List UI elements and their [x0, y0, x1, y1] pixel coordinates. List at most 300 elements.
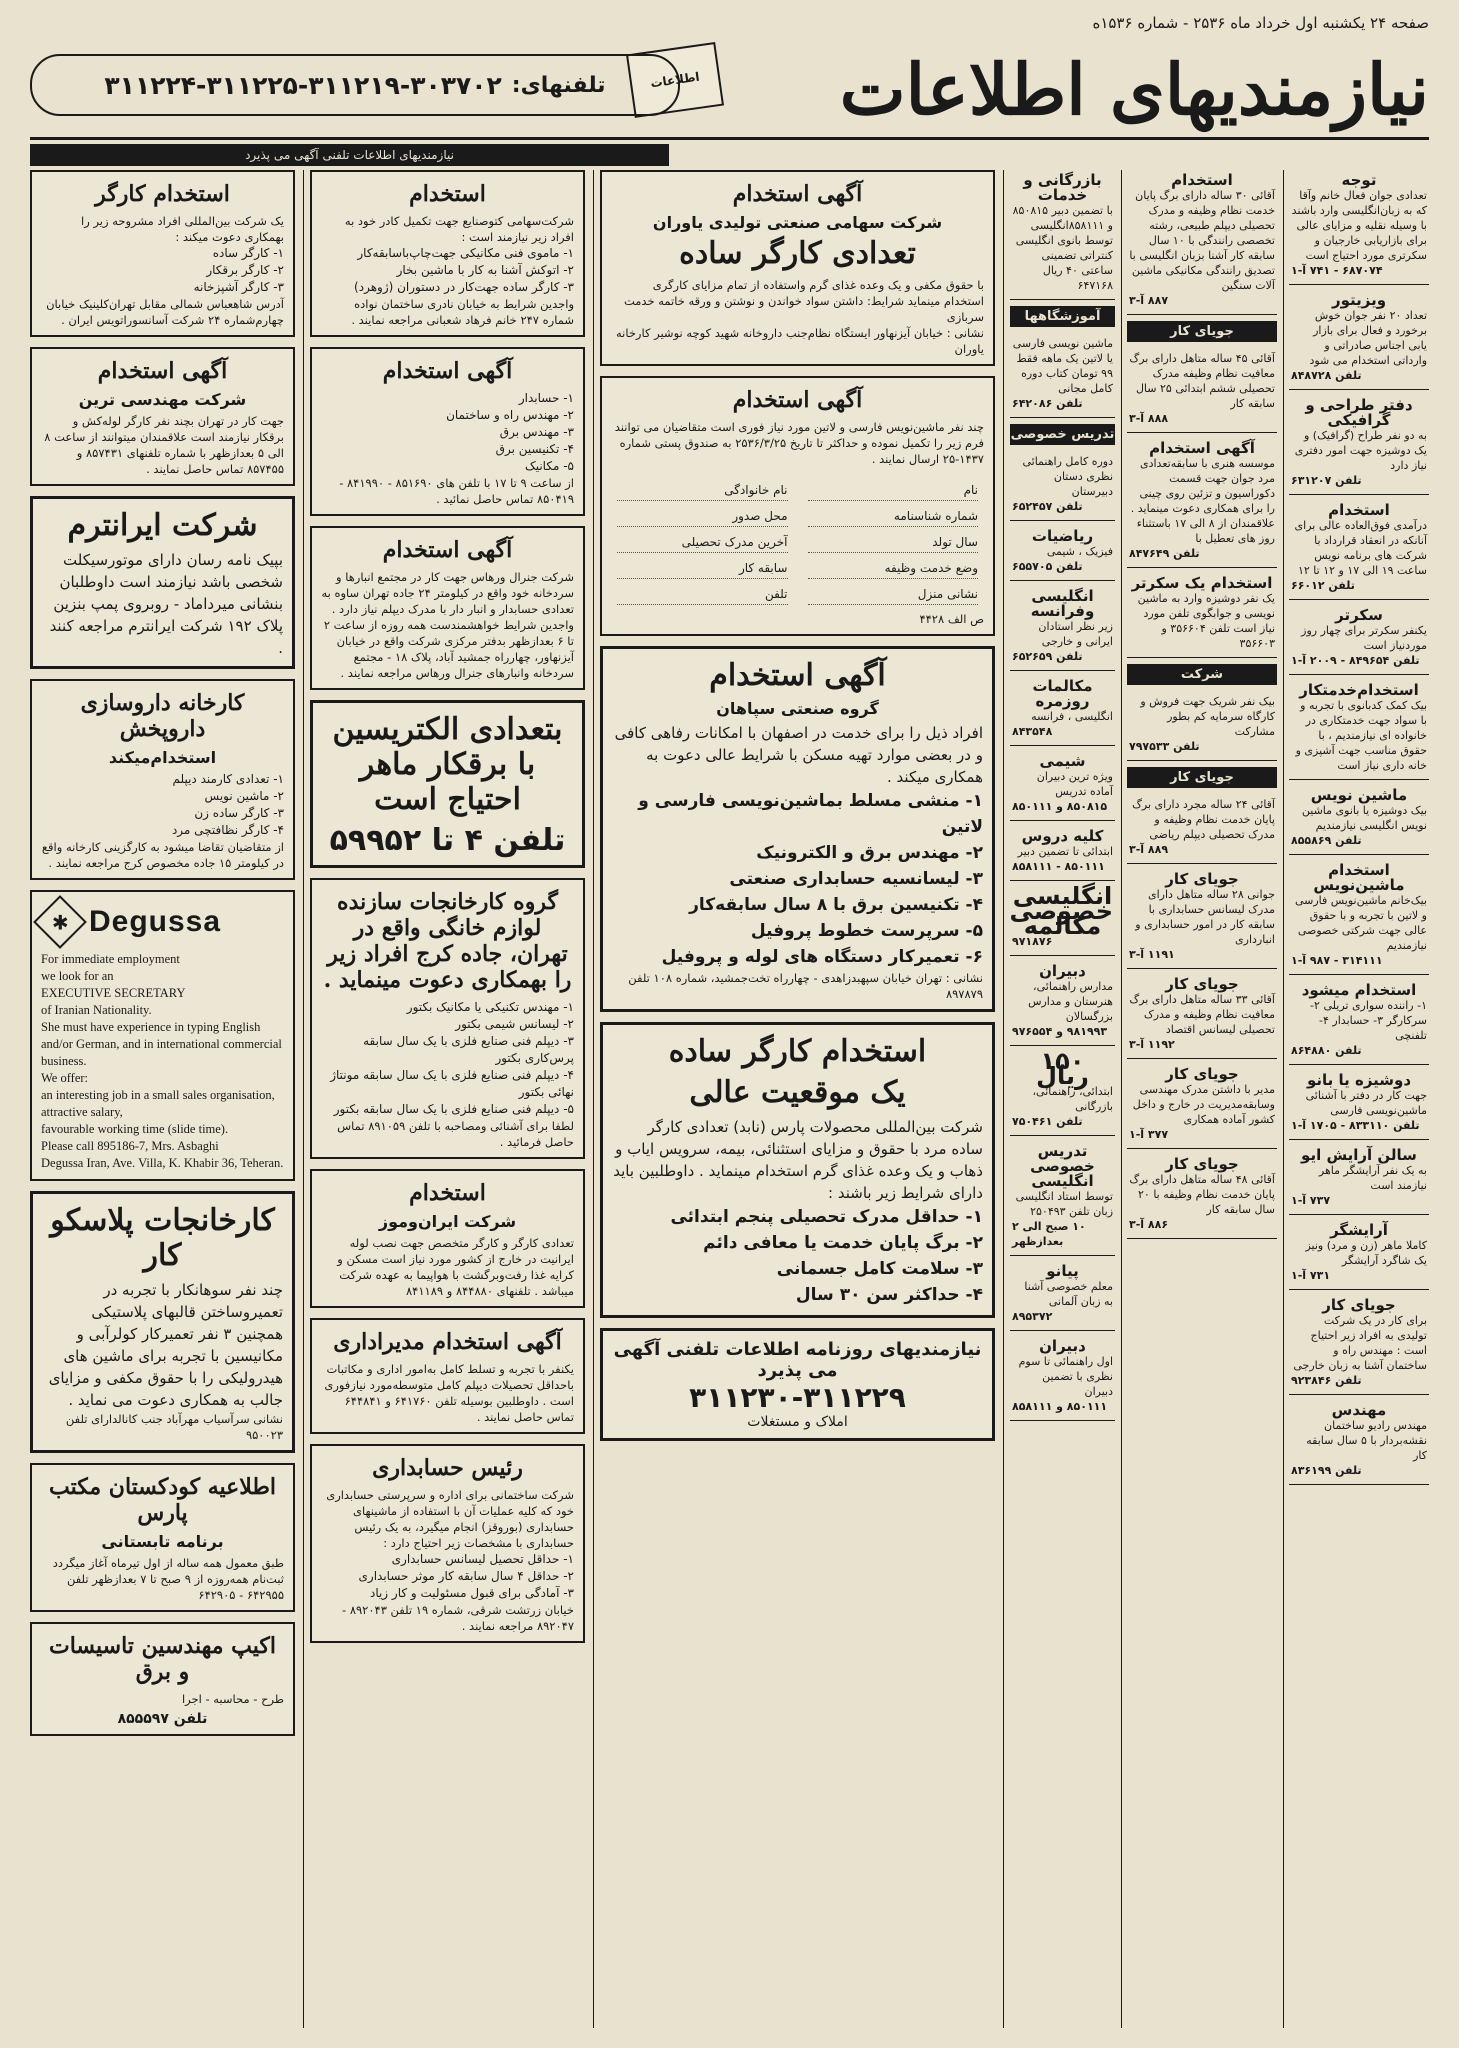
ad-title: رئیس حسابداری	[372, 1455, 523, 1481]
classified-item	[1289, 1295, 1429, 1395]
band-line-1: نیازمندیهای روزنامه اطلاعات تلفنی آگهی می پذیرد	[613, 1339, 982, 1381]
ad-list	[321, 390, 574, 475]
item-title: بازرگانی و خدمات	[1023, 171, 1102, 204]
item-phone: ۸۸۹ آ-۳	[1129, 843, 1169, 856]
item-body: ۱- راننده سواری تریلی ۲- سرکارگر ۳- حسابدار ۴- تلفنچی	[1310, 999, 1427, 1042]
degussa-logo	[41, 903, 284, 941]
form-field: محل صدور	[617, 509, 788, 527]
ad-list	[321, 245, 574, 296]
item-body: مدیر با داشتن مدرک مهندسی وسابقه‌مدیریت در خارج و داخل کشور آماده همکاری	[1132, 1083, 1275, 1126]
masthead-title: نیازمندیهای اطلاعات	[839, 48, 1429, 131]
item-title: جویای کار	[1322, 1296, 1396, 1314]
classified-item	[1127, 1064, 1277, 1149]
item-body: بیک نفر شریک جهت فروش و کارگاه سرمایه کم بطور مشارکت	[1140, 695, 1275, 738]
form-field: سابقه کار	[617, 561, 788, 579]
band-phones: ۳۱۱۲۳۰-۳۱۱۲۲۹	[689, 1381, 906, 1414]
item-body: مهندس رادیو ساختمان نقشه‌بردار با ۵ سال سابقه کار	[1306, 1419, 1427, 1462]
item-title: ویزیتور	[1331, 291, 1387, 309]
ad-body: بپیک نامه رسان دارای موتورسیکلت شخصی باشد نیازمند است داوطلبان بنشانی میرداماد - روبروی پمپ بنزین پلاک ۱۹۲ شرکت ایرانترم مراجعه کنند .	[49, 551, 283, 657]
ad-box	[30, 1622, 295, 1736]
list-item: ۱- حداقل مدرک تحصیلی پنجم ابتدائی	[670, 1207, 983, 1227]
classified-item	[1010, 586, 1115, 671]
item-title: استخدام	[1328, 501, 1390, 519]
item-title: استخدام میشود	[1301, 981, 1417, 999]
classified-item	[1010, 882, 1115, 956]
item-title: تدریس خصوصی انگلیسی	[1030, 1142, 1095, 1190]
ad-heading: تعدادی کارگر ساده	[679, 236, 916, 271]
list-item: ۵- سرپرست خطوط پروفیل	[750, 921, 983, 941]
item-body: به دو نفر طراح (گرافیک) و یک دوشیزه جهت امور دفتری نیاز دارد	[1294, 429, 1427, 472]
item-body: بیک کمک کدبانوی با تجربه و با سواد جهت خدمتکاری در خانواده ای نیازمندیم ، با حقوق مناسب جهت آشپزی و خانه داری نیاز است	[1295, 699, 1427, 772]
item-body: آقائی ۳۳ ساله متاهل دارای برگ معافیت نظام وظیفه و مدرک تحصیلی لیسانس اقتصاد	[1129, 993, 1275, 1036]
ad-box	[310, 347, 585, 516]
ad-list	[41, 771, 284, 839]
ad-box	[310, 1318, 585, 1434]
ad-footer: خیابان زرتشت شرقی، شماره ۱۹ تلفن ۸۹۲۰۴۳ - ۸۹۲۰۴۷ مراجعه نمایند .	[342, 1603, 574, 1633]
english-line: Please call 895186-7, Mrs. Asbaghi	[41, 1139, 219, 1153]
form-field: تلفن	[617, 587, 788, 605]
ad-footer: از متقاضیان تقاضا میشود به کارگزینی کارخانه واقع در کیلومتر ۱۵ جاده مخصوص کرج مراجعه نمایند .	[41, 840, 284, 870]
ad-footer: نشانی سرآسیاب مهرآباد جنب کانالدارای تلفن ۹۵۰۰۲۳	[65, 1412, 283, 1442]
ad-body: جهت کار در تهران بچند نفر کارگر لوله‌کش و برقکار نیازمند است علاقمندان میتوانند از ساعت ۸ الی ۵ بعدازظهر با شماره تلفنهای ۸۵۷۴۳۱ و ۸۵۷۴۵۵ تماس حاصل نمایند .	[44, 414, 284, 476]
ad-subtitle: شرکت سهامی صنعتی تولیدی یاوران	[652, 213, 943, 232]
english-line: favourable working time (slide time).	[41, 1122, 229, 1136]
item-phone: ۸۵۰۱۱۱ - ۸۵۸۱۱۱	[1012, 860, 1105, 873]
column-3	[600, 170, 995, 2028]
item-phone: ۳۷۷ آ-۱	[1129, 1128, 1169, 1141]
ad-box	[30, 1191, 295, 1453]
list-item: ۱- ماموی فنی مکانیکی جهت‌چاپ‌باسابقه‌کار	[357, 246, 574, 260]
classified-item	[1127, 438, 1277, 568]
ad-box	[600, 170, 995, 366]
form-field: شماره شناسنامه	[808, 509, 979, 527]
section-header: تدریس خصوصی	[1010, 424, 1115, 445]
list-item: ۴- کارگر نظافتچی مرد	[171, 823, 284, 837]
classified-item	[1127, 573, 1277, 658]
item-phone: ۷۳۷ آ-۱	[1291, 1194, 1331, 1207]
classified-item	[1010, 826, 1115, 881]
item-title: آرایشگر	[1330, 1221, 1388, 1239]
ad-box	[30, 890, 295, 1181]
ad-body: با حقوق مکفی و یک وعده غذای گرم واستفاده از تمام مزایای کارگری استخدام مینماید شرایط: داشتن سواد خواندن و نوشتن و ورقه خاتمه خدمت سربازی	[623, 278, 984, 324]
item-body: با تضمین دبیر ۸۵۰۸۱۵ و ۸۵۸۱۱۱	[1012, 204, 1113, 232]
list-item: ۱- حداقل تحصیل لیسانس حسابداری	[391, 1552, 574, 1566]
list-item: ۳- مهندس برق	[499, 425, 574, 439]
ad-title: استخدام کارگر	[95, 181, 230, 207]
form-field: آخرین مدرک تحصیلی	[617, 535, 788, 553]
classified-item	[1010, 1261, 1115, 1331]
ad-title: گروه کارخانجات سازنده لوازم خانگی واقع در تهران، جاده کرج افراد زیر را بهمکاری دعوت مینماید .	[323, 889, 572, 993]
classified-item	[1289, 785, 1429, 855]
classified-item	[1010, 676, 1115, 746]
item-title: سالن آرایش ایو	[1301, 1146, 1417, 1164]
column-4	[1010, 170, 1115, 2028]
list-item: ۳- لیسانسیه حسابداری صنعتی	[729, 869, 983, 889]
item-body: ماشین نویسی فارسی یا لاتین یک ماهه فقط ۹۹ تومان کتاب دوره کامل مجانی	[1012, 337, 1113, 395]
english-line: We offer:	[41, 1071, 89, 1085]
item-phone: تلفن ۶۳۱۲۰۷	[1291, 474, 1362, 487]
classified-item	[1010, 526, 1115, 581]
item-title: دبیران	[1039, 1337, 1086, 1355]
item-body: زیر نظر استادان ایرانی و خارجی	[1038, 620, 1113, 648]
ad-box	[600, 1022, 995, 1318]
section-header: آموزشگاهها	[1010, 306, 1115, 327]
ad-body: یکنفر با تجربه و تسلط کامل به‌امور اداری و مکاتبات با‌حداقل تحصیلات دیپلم کامل متوسطه‌مورد نیازفوری است . داوطلبین بوسیله تلفن ۶۴۱۷۶۰ و ۶۴۴۸۴۱ تماس حاصل نمایند .	[324, 1362, 574, 1424]
ad-subtitle: شرکت مهندسی ترین	[78, 390, 247, 409]
ad-subtitle: برنامه تابستانی	[101, 1532, 224, 1551]
ad-footer: آدرس شاهعباس شمالی مقابل تهران‌کلینیک خیابان چهارم‌شماره ۲۴ شرکت آسانسوراتویس ایران .	[46, 297, 284, 327]
item-phone: تلفن ۹۲۳۸۴۶	[1291, 1374, 1362, 1387]
item-phone: ۱۱۹۲ آ-۳	[1129, 1038, 1175, 1051]
item-phone: تلفن ۶۵۲۴۵۷	[1012, 500, 1083, 513]
item-phone: تلفن ۸۴۸۷۲۸	[1291, 369, 1362, 382]
form-field: نشانی منزل	[808, 587, 979, 605]
item-body: یک نفر دوشیزه وارد به ماشین نویسی و جوابگوی تلفن مورد نیاز است تلفن ۳۵۶۶۰۴ و ۳۵۶۶۰۳	[1137, 592, 1275, 650]
ad-box	[600, 646, 995, 1012]
item-title: استخدام	[1171, 171, 1233, 189]
form-field: سال تولد	[808, 535, 979, 553]
item-phone: تلفن ۸۴۹۶۵۴ - ۲۰۰۹ آ-۱	[1291, 654, 1420, 667]
classified-item	[1289, 1400, 1429, 1485]
ad-box	[30, 170, 295, 337]
list-item: ۲- برگ پایان خدمت یا معافی دائم	[703, 1233, 983, 1253]
list-item: ۱- حسابدار	[518, 391, 574, 405]
ad-title: کارخانجات پلاسکو کار	[50, 1203, 275, 1273]
classified-item	[1127, 869, 1277, 969]
english-line: EXECUTIVE SECRETARY	[41, 986, 186, 1000]
item-phone: تلفن ۶۵۲۶۵۹	[1012, 650, 1083, 663]
item-title: جویای کار	[1165, 1065, 1239, 1083]
classified-item	[1010, 961, 1115, 1046]
list-item: ۱- منشی مسلط بماشین‌نویسی فارسی و لاتین	[638, 791, 983, 837]
item-title: آگهی استخدام	[1149, 439, 1255, 457]
ad-body: شرکت جنرال ورهاس جهت کار در مجتمع انبارها و سردخانه خود واقع در کیلومتر ۲۴ جاده تهران ساوه به تعدادی حسابدار و انبار دار با مدرک دیپلم نیاز دارد . واجدین شرایط خواهشمندست همه روزه از ساعت ۲ تا ۶ بعدازظهر بدفتر مرکزی شرکت واقع در خیابان آیزنهاور، چهارراه جمشید آباد، پلاک ۱۸ - مجتمع سردخانه وانبارهای جنرال ورهاس مراجعه نمایند .	[321, 570, 574, 680]
brand-name: Degussa	[89, 905, 222, 938]
item-title: انگلیسی وفرانسه	[1030, 587, 1095, 620]
ad-heading: یک موقعیت عالی	[689, 1075, 906, 1110]
item-title: ریاضیات	[1031, 527, 1094, 545]
item-title: مکالمات روزمره	[1032, 677, 1093, 710]
item-title: استخدام‌خدمتکار	[1299, 681, 1419, 699]
item-phone: ۸۸۸ آ-۳	[1129, 412, 1169, 425]
application-form	[611, 477, 984, 611]
english-line: we look for an	[41, 969, 114, 983]
item-phone: ۱۰ صبح الی ۲ بعدازظهر	[1012, 1220, 1086, 1248]
item-body: آقائی ۲۴ ساله مجرد دارای برگ پایان خدمت نظام وظیفه و مدرک تحصیلی دیپلم ریاضی	[1132, 798, 1275, 841]
ad-title: اطلاعیه کودکستان مکتب پارس	[48, 1474, 277, 1526]
ad-box	[30, 679, 295, 880]
classified-item	[1289, 170, 1429, 285]
list-item: ۱- کارگر ساده	[212, 246, 284, 260]
ad-footer: از ساعت ۹ تا ۱۷ با تلفن های ۸۵۱۶۹۰ - ۸۴۱۹۹۰ - ۸۵۰۴۱۹ تماس حاصل نمائید .	[339, 476, 574, 506]
column-2	[310, 170, 585, 2028]
form-field: وضع خدمت وظیفه	[808, 561, 979, 579]
list-item: ۴- حداکثر سن ۳۰ سال	[795, 1285, 983, 1305]
item-body: آقائی ۴۵ ساله متاهل دارای برگ معافیت نظام وظیفه مدرک تحصیلی ششم ابتدائی ۲۵ سال سابقه کار	[1129, 352, 1275, 410]
ad-subtitle: استخدام‌میکند	[108, 748, 217, 767]
ad-body: طرح - محاسبه - اجرا	[181, 1692, 284, 1706]
ad-title: آگهی استخدام	[732, 387, 863, 413]
ad-title: آگهی استخدام	[97, 358, 228, 384]
masthead-subtitle: نیازمندیهای اطلاعات تلفنی آگهی می پذیرد	[30, 144, 669, 166]
list-item: ۲- اتوکش آشنا به کار با ماشین بخار	[396, 263, 574, 277]
section-header: جویای کار	[1127, 767, 1277, 788]
classified-item	[1127, 794, 1277, 864]
column-1	[30, 170, 295, 2028]
item-phone: ۳۱۴۱۱۱ - ۹۸۷ آ-۱	[1291, 954, 1383, 967]
classified-item	[1289, 860, 1429, 975]
list-item: ۲- مهندس برق و الکترونیک	[756, 843, 983, 863]
item-phone: تلفن ۸۶۴۸۸۰	[1291, 1044, 1362, 1057]
item-body: جوانی ۲۸ ساله متاهل دارای مدرک لیسانس حسابداری با سابقه کار در امور حسابداری و انبارداری	[1135, 888, 1275, 946]
item-title: دفتر طراحی و گرافیکی	[1305, 396, 1413, 429]
list-item: ۳- آمادگی برای قبول مسئولیت و کار زیاد	[369, 1586, 574, 1600]
ad-box	[310, 1169, 585, 1308]
ad-list	[321, 999, 574, 1118]
ad-body: افراد ذیل را برای خدمت در اصفهان با امکانات رفاهی کافی و در بعضی موارد تهیه مسکن با شرایط عالی دعوت به همکاری میکند .	[614, 724, 983, 786]
classified-item	[1127, 170, 1277, 315]
classified-item	[1289, 605, 1429, 675]
form-field: نام	[808, 483, 979, 501]
item-phone: ۸۸۷ آ-۳	[1129, 294, 1169, 307]
item-title: توجه	[1341, 171, 1377, 189]
item-title: کلیه دروس	[1021, 827, 1104, 845]
ad-title: آگهی استخدام	[382, 358, 513, 384]
item-phone: ۹۸۱۹۹۳ و ۹۷۶۵۵۴	[1012, 1025, 1108, 1038]
ad-title: آگهی استخدام	[732, 181, 863, 207]
classified-item	[1010, 333, 1115, 418]
ad-body: شرکت ساختمانی برای اداره و سرپرستی حسابداری خود که کلیه عملیات آن با استفاده از ماشینهای حسابداری (بوروقز) انجام میگیرد، به یک رئیس حسابداری با مشخصات زیر احتیاج دارد :	[326, 1488, 574, 1550]
column-6	[1289, 170, 1429, 2028]
list-item: ۵- دیپلم فنی صنایع فلزی با یک سال سابقه بکتور	[333, 1102, 574, 1116]
item-title: جویای کار	[1165, 1155, 1239, 1173]
classified-item	[1289, 980, 1429, 1065]
ad-body: چند نفر سوهانکار با تجربه در تعمیروساختن قالبهای پلاستیکی همچنین ۳ نفر تعمیرکار کولرآبی و مکانیسین با تجربه برای ماشین های هیدرولیکی را با حقوق مکفی و مزایای جالب به همکاری دعوت می نماید .	[48, 1281, 283, 1409]
item-sub: انگلیسی توسط بانوی انگلیسی کنتراتی تضمینی ساعتی ۴۰ ریال ۶۴۷۱۶۸	[1015, 219, 1113, 292]
band-line-3: املاک و مستغلات	[747, 1414, 848, 1430]
classified-item	[1127, 691, 1277, 761]
english-line: of Iranian Nationality.	[41, 1003, 152, 1017]
ad-box	[30, 1463, 295, 1612]
item-body: توسط استاد انگلیسی زبان تلفن ۲۵۰۴۹۳	[1015, 1190, 1113, 1218]
section-header: جویای کار	[1127, 321, 1277, 342]
masthead-phone-box	[30, 54, 680, 116]
list-item: ۱- مهندس تکنیکی یا مکانیک بکتور	[406, 1000, 574, 1014]
item-body: ابتدائی تا تضمین دبیر	[1017, 845, 1113, 858]
classified-item	[1289, 395, 1429, 495]
ad-box	[600, 376, 995, 636]
ad-box	[30, 347, 295, 486]
item-phone: تلفن ۷۵۰۴۶۱	[1012, 1115, 1083, 1128]
column-5	[1127, 170, 1277, 2028]
classified-item	[1010, 1336, 1115, 1421]
item-body: بیک دوشیزه یا بانوی ماشین نویس انگلیسی نیازمندیم	[1301, 804, 1427, 832]
classified-item	[1010, 1047, 1115, 1136]
ad-phone: تلفن ۸۵۵۵۹۷	[117, 1711, 208, 1727]
item-phone: ۸۵۰۱۱۱ و ۸۵۸۱۱۱	[1012, 1400, 1108, 1413]
item-body: اول راهنمائی تا سوم نظری با تضمین دبیران	[1018, 1355, 1113, 1398]
ad-phone: تلفن ۴ تا ۵۹۹۵۲	[329, 823, 566, 858]
item-title: استخدام یک سکرتر	[1131, 574, 1273, 592]
classified-item	[1010, 751, 1115, 821]
english-line: For immediate employment	[41, 952, 180, 966]
english-line: She must have experience in typing English	[41, 1020, 261, 1034]
item-phone: تلفن ۸۳۳۱۱۰ - ۱۷۰۵ آ-۱	[1291, 1119, 1420, 1132]
list-item: ۳- کارگر ساده زن	[194, 806, 284, 820]
item-phone: تلفن ۶۴۲۰۸۶	[1012, 397, 1083, 410]
ad-body: یک شرکت بین‌المللی افراد مشروحه زیر را بهمکاری دعوت میکند :	[81, 214, 284, 244]
item-body: درآمدی فوق‌العاده عالی برای آنانکه در انعقاد قرارداد با شرکت های برنامه نویس ساعت ۱۹ الی ۱۷ و ۱۲ تا ۱۲	[1294, 519, 1427, 577]
section-header: شرکت	[1127, 664, 1277, 685]
item-phone: ۱۱۹۱ آ-۳	[1129, 948, 1175, 961]
item-title: استخدام ماشین‌نویس	[1313, 861, 1405, 894]
item-phone: تلفن ۶۶۰۱۲	[1291, 579, 1355, 592]
item-title: مهندس	[1331, 1401, 1387, 1419]
list-item: ۳- سلامت کامل جسمانی	[776, 1259, 983, 1279]
english-line: and/or German, and in international commercial business.	[41, 1037, 282, 1068]
list-item: ۴- دیپلم فنی صنایع فلزی با یک سال سابقه مونتاژ نهائی بکتور	[330, 1068, 574, 1099]
item-title: دبیران	[1039, 962, 1086, 980]
item-body: بیک‌خانم ماشین‌نویس فارسی و لاتین با تجربه و با حقوق عالی جهت شرکتی خصوصی نیازمندیم	[1294, 894, 1427, 952]
classified-item	[1289, 680, 1429, 780]
classified-item	[1127, 1154, 1277, 1239]
item-title: شیمی	[1039, 752, 1086, 770]
diamond-icon: ✱	[51, 909, 69, 934]
item-body: جهت کار در دفتر با آشنائی ماشین‌نویسی فارسی	[1305, 1089, 1427, 1117]
ad-title: استخدام کارگر ساده	[668, 1034, 927, 1069]
item-title: ماشین نویس	[1310, 786, 1408, 804]
phone-label: تلفنهای:	[511, 72, 606, 98]
item-phone: ۸۴۳۵۴۸	[1012, 725, 1053, 738]
ad-title: بتعدادی الکتریسین با برقکار ماهر احتیاج است	[332, 712, 563, 817]
english-line: Degussa Iran, Ave. Villa, K. Khabir 36, Teheran.	[41, 1156, 284, 1170]
list-item: ۴- تکنیسین برق با ۸ سال سابقه‌کار	[689, 895, 983, 915]
item-phone: تلفن ۸۴۷۶۴۹	[1129, 547, 1200, 560]
ad-footer: نشانی : خیابان آیزنهاور ایستگاه نظام‌جنب داروخانه شهید کوچه نوشیر کارخانه یاوران	[615, 326, 984, 356]
list-item: ۳- کارگر ساده جهت‌کار در دستوران (ژوهرد)	[354, 280, 574, 294]
item-phone: تلفن ۷۹۷۵۳۳	[1129, 740, 1200, 753]
masthead	[30, 40, 1429, 140]
list-item: ۴- تکنیسین برق	[495, 442, 574, 456]
ad-body: تعدادی کارگر و کارگر متخصص جهت نصب لوله ایرانیت در خارج از کشور مورد نیاز است مسکن و کرایه غذا رفت‌وبرگشت با هواپیما به عهده شرکت میباشد . تلفنهای ۸۴۴۸۸۰ و ۸۴۱۱۸۹	[337, 1236, 574, 1298]
classified-item	[1010, 170, 1115, 300]
ad-list	[41, 245, 284, 296]
item-body: آقائی ۴۸ ساله متاهل دارای برگ پایان خدمت نظام وظیفه با ۲۰ سال سابقه کار	[1129, 1173, 1275, 1216]
item-title: دوشیزه یا بانو	[1306, 1071, 1412, 1089]
classified-item	[1289, 1145, 1429, 1215]
item-body: برای کار در یک شرکت تولیدی به افراد زیر احتیاج است : مهندس راه و ساختمان آشنا به زبان خارجی	[1293, 1314, 1427, 1372]
list-item: ۲- حداقل ۴ سال سابقه کار موثر حسابداری	[358, 1569, 574, 1583]
item-phone: ۹۷۱۸۷۶	[1012, 935, 1053, 948]
item-phone: تلفن ۸۵۵۸۶۹	[1291, 834, 1362, 847]
item-body: کاملا ماهر (زن و مرد) ونیز یک شاگرد آرایشگر	[1305, 1239, 1427, 1267]
classified-item	[1289, 1070, 1429, 1140]
item-body: انگلیسی ، فرانسه	[1031, 710, 1113, 723]
item-title: سکرتر	[1335, 606, 1383, 624]
item-phone: ۷۳۱ آ-۱	[1291, 1269, 1331, 1282]
classified-item	[1010, 1141, 1115, 1256]
item-title: پیانو	[1046, 1262, 1079, 1280]
ad-title: آگهی استخدام مدیراداری	[333, 1329, 562, 1355]
item-body: موسسه هنری با سابقه‌تعدادی مرد جوان جهت قسمت دکوراسیون و تزئین روی چینی را برای همکاری دعوت مینماید . علاقمندان از ۸ الی ۱۷ باستثناء روز های تعطیل با	[1130, 457, 1275, 545]
ad-box	[310, 700, 585, 868]
ad-body: چند نفر ماشین‌نویس فارسی و لاتین مورد نیاز فوری است متقاضیان می توانند فرم زیر را تکمیل نموده و حداکثر تا تاریخ ۲۵۳۶/۳/۲۵ به صندوق پستی شماره ۱۴۳۷-۲۵ ارسال نمایند .	[614, 420, 984, 466]
list-item: ۲- ماشین نویس	[204, 789, 284, 803]
ad-ref: ص الف ۴۴۲۸	[919, 612, 984, 626]
classified-item	[1289, 1220, 1429, 1290]
classified-item	[1289, 500, 1429, 600]
ad-list	[612, 1204, 983, 1308]
item-title: جویای کار	[1165, 975, 1239, 993]
item-phone: تلفن ۸۳۶۱۹۹	[1291, 1464, 1362, 1477]
ad-subtitle: شرکت ایران‌وموز	[378, 1212, 517, 1231]
ad-box	[600, 1328, 995, 1441]
ad-title: شرکت ایرانترم	[67, 508, 258, 543]
ad-body: شرکت‌سهامی کتوصنایع جهت تکمیل کادر خود به افراد زیر نیازمند است :	[344, 214, 574, 244]
ad-title: آگهی استخدام	[709, 658, 886, 693]
ad-footer: نشانی : تهران خیابان سپهبدزاهدی - چهارراه تخت‌جمشید، شماره ۱۰۸ تلفن ۸۹۷۸۷۹	[628, 971, 983, 1001]
item-title: انگلیسی خصوصی مکالمه	[1010, 882, 1113, 940]
newspaper-logo: اطلاعات	[626, 42, 724, 118]
english-line: attractive salary,	[41, 1105, 123, 1119]
item-title: ۱۵۰ ریال	[1036, 1047, 1089, 1090]
item-title: جویای کار	[1165, 870, 1239, 888]
ad-box	[310, 1444, 585, 1643]
ad-box	[310, 526, 585, 690]
item-body: مدارس راهنمائی، هنرستان و مدارس بزرگسالان	[1028, 980, 1113, 1023]
item-body: ابتدائی، راهنمائی، بازرگانی	[1032, 1085, 1113, 1113]
item-phone: ۸۵۰۸۱۵ و ۸۵۰۱۱۱	[1012, 800, 1108, 813]
item-body: آقائی ۳۰ ساله دارای برگ پایان خدمت نظام وظیفه و مدرک تحصیلی دیپلم طبیعی، رشته تخصصی رانندگی با ۱۰ سال سابقه کار آشنا بزبان انگلیسی با تصدیق رانندگی مکانیکی ماشین آلات سنگین	[1129, 189, 1275, 292]
ad-footer: واجدین شرایط به خیابان نادری ساختمان‌ نواده شماره ۲۴۷ خانم فرهاد شعبانی مراجعه نمایند .	[351, 297, 574, 327]
item-body: ویژه ترین دبیران آماده تدریس	[1036, 770, 1113, 798]
ad-footer: لطفا برای آشنائی ومصاحبه با تلفن ۸۹۱۰۵۹ تماس حاصل فرمائید .	[337, 1119, 574, 1149]
list-item: ۳- کارگر آشپزخانه	[193, 280, 284, 294]
list-item: ۶- تعمیرکار دستگاه های لوله و پروفیل	[661, 947, 983, 967]
item-phone: تلفن ۶۵۵۷۰۵	[1012, 560, 1083, 573]
degussa-mark-icon	[33, 895, 87, 949]
item-phone: ۸۹۵۳۷۲	[1012, 1310, 1053, 1323]
ad-title: آگهی استخدام	[382, 537, 513, 563]
ad-title: اکیپ مهندسین تاسیسات و برق	[48, 1633, 276, 1685]
english-line: an interesting job in a small sales organisation,	[41, 1088, 275, 1102]
classified-item	[1010, 451, 1115, 521]
ad-box	[310, 170, 585, 337]
ad-title: استخدام	[409, 1180, 486, 1206]
list-item: ۳- دیپلم فنی صنایع فلزی با یک سال سابقه پرس‌کاری بکتور	[363, 1034, 574, 1065]
item-phone: ۸۸۶ آ-۳	[1129, 1218, 1169, 1231]
list-item: ۵- مکانیک	[524, 459, 574, 473]
ad-box	[310, 878, 585, 1159]
item-body: دوره کامل راهنمائی نظری دستان دبیرستان	[1022, 455, 1113, 498]
ad-body: شرکت بین‌المللی محصولات پارس (نابد) تعدادی کارگر ساده مرد با حقوق و مزایای استثنائی، بیمه، سرویس ایاب و ذهاب و یک وعده غذای گرم استخدام مینماید . داوطلبین باید دارای شرایط زیر باشند :	[613, 1118, 983, 1202]
ad-subtitle: گروه صنعتی سپاهان	[716, 699, 879, 718]
ad-list	[321, 1551, 574, 1602]
item-body: تعداد ۲۰ نفر جوان خوش برخورد و فعال برای بازار یابی اجناس صادراتی و وارداتی استخدام می شود	[1309, 309, 1427, 367]
item-body: یکنفر سکرتر برای چهار روز موردنیاز است	[1301, 624, 1427, 652]
ad-body: طبق معمول همه ساله از اول تیرماه آغاز میگردد ثبت‌نام همه‌روزه از ۹ صبح تا ۷ بعدازظهر تلفن ۶۴۲۹۵۵ - ۶۴۲۹۰۵	[52, 1556, 284, 1602]
item-body: تعدادی جوان فعال خانم وآقا که به زبان‌انگلیسی وارد باشند با وسیله نقلیه و مزایای عالی برای بازاریابی خارجیان و سکرتری مورد احتیاج است	[1291, 189, 1427, 262]
item-body: به یک نفر آرایشگر ماهر نیازمند است	[1318, 1164, 1427, 1192]
ad-list	[612, 788, 983, 970]
item-body: معلم خصوصی آشنا به زبان آلمانی	[1024, 1280, 1113, 1308]
classified-item	[1289, 290, 1429, 390]
phone-numbers: ۳۱۱۲۲۴-۳۱۱۲۲۵-۳۱۱۲۱۹-۳۰۳۷۰۲	[104, 70, 502, 100]
form-field: نام خانوادگی	[617, 483, 788, 501]
page-header-line: صفحه ۲۴ یکشنبه اول خرداد ماه ۲۵۳۶ - شماره ۱۵۳۶ه	[1092, 14, 1429, 32]
ad-box	[30, 496, 295, 669]
item-phone: ۶۸۷۰۷۴ - ۷۴۱ آ-۱	[1291, 264, 1383, 277]
